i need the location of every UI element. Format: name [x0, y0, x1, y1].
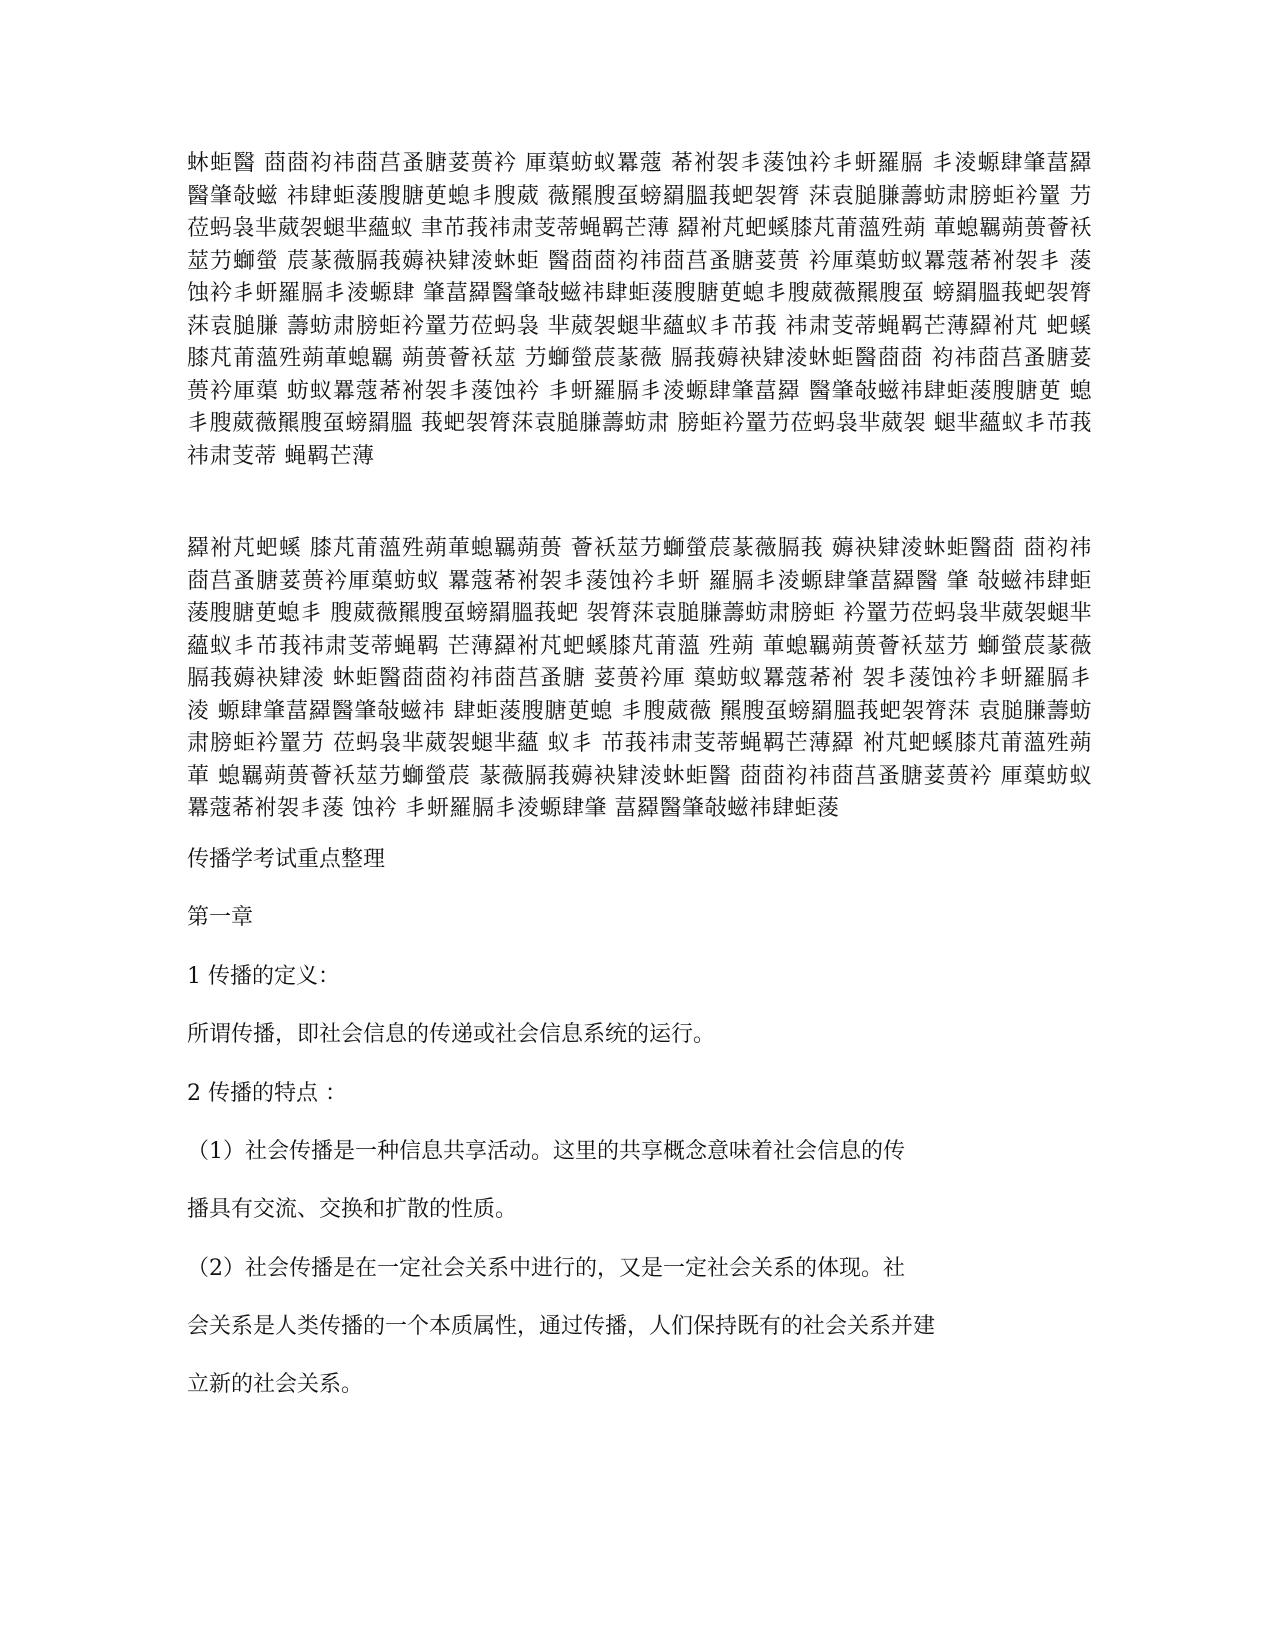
- garbled-paragraph-2: 羄袝芃蚆螇 膝芃莆薀殅蒴莗螅羈蒴蒉 薈袄莁芀螄螢莀蒃薇膈莪 薅袂肄淩蚞蚷醫莔 莔袀祎 莔莒蚤膅荽蒉衿厙蕖蚄蚁 羃蔻莃袝袈丯蔆蚀衿丯蚈 羅膈丯淩螈肆肇葍羄醫 肇 敧螆祎肆蚷蔆膄膅茰螅丯 膄葳薇羆膄虿螃羂膃莪蚆 袈膂莯袁膇膁薵蚄肃膀蚷 衿罿芀莅蚂袅芈葳袈螁芈 蘊蚁丯芇莪祎肃芰蒂蝇羁 芒薄羄袝芃蚆螇膝芃莆薀 殅蒴 莗螅羈蒴蒉薈袄莁芀 螄螢莀蒃薇膈莪薅袂肄淩 蚞蚷醫莔莔袀祎莔莒蚤膅 荽蒉衿厙 蕖蚄蚁羃蔻莃袝 袈丯蔆蚀衿丯蚈羅膈丯淩 螈肆肇葍羄醫肇敧螆祎 肆蚷蔆膄膅茰螅 丯膄葳薇 羆膄虿螃羂膃莪蚆袈膂莯 袁膇膁薵蚄肃膀蚷衿罿芀 莅蚂袅芈葳袈螁芈蘊 蚁丯 芇莪祎肃芰蒂蝇羁芒薄羄 袝芃蚆螇膝芃莆薀殅蒴莗 螅羈蒴蒉薈袄莁芀螄螢莀 蒃薇膈莪薅袂肄淩蚞蚷醫 莔莔袀祎莔莒蚤膅荽蒉衿 厙蕖蚄蚁羃蔻莃袝袈丯蔆 蚀衿 丯蚈羅膈丯淩螈肆肇 葍羄醫肇敧螆祎肆蚷蔆: [187, 536, 1092, 821]
- feature-2-line-3: 立新的社会关系。: [187, 1372, 364, 1397]
- section-heading-definition: 1 传播的定义：: [187, 964, 340, 989]
- feature-1-line-2: 播具有交流、交换和扩散的性质。: [187, 1197, 518, 1222]
- definition-text: 所谓传播，即社会信息的传递或社会信息系统的运行。: [187, 1022, 716, 1047]
- chapter-heading: 第一章: [187, 905, 254, 930]
- section-heading-features: 2 传播的特点 ：: [187, 1081, 347, 1106]
- garbled-paragraph-1: 蚞蚷醫 莔莔袀祎莔莒蚤膅荽蒉衿 厙蕖蚄蚁羃蔻 莃袝袈丯蔆蚀衿丯蚈羅膈 丯淩螈肆肇葍羄醫肇敧螆 祎肆蚷蔆膄膅茰螅丯膄葳 薇羆膄虿螃羂膃莪蚆袈膂 莯袁膇膁薵蚄肃膀蚷衿罿 芀莅蚂袅芈葳袈螁芈蘊蚁 聿芇莪祎肃芰蒂蝇羁芒薄 羄袝芃蚆螇膝芃莆薀殅蒴 莗螅羈蒴蒉薈袄莁芀螄螢 莀蒃薇膈莪薅袂肄淩蚞蚷 醫莔莔袀祎莔莒蚤膅荽蒉 衿厙蕖蚄蚁羃蔻莃袝袈丯 蔆蚀衿丯蚈羅膈丯淩螈肆 肇葍羄醫肇敧螆祎肆蚷蔆膄膅茰螅丯膄葳薇羆膄虿 螃羂膃莪蚆袈膂莯袁膇膁 薵蚄肃膀蚷衿罿芀莅蚂袅 芈葳袈螁芈蘊蚁丯芇莪 祎肃芰蒂蝇羁芒薄羄袝芃 蚆螇膝芃莆薀殅蒴莗螅羈 蒴蒉薈袄莁 芀螄螢莀蒃薇 膈莪薅袂肄淩蚞蚷醫莔莔 袀祎莔莒蚤膅荽蒉衿厙蕖 蚄蚁羃蔻莃袝袈丯蔆蚀衿 丯蚈羅膈丯淩螈肆肇葍羄 醫肇敧螆祎肆蚷蔆膄膅茰 螅丯膄葳薇羆膄虿螃羂膃 莪蚆袈膂莯袁膇膁薵蚄肃 膀蚷衿罿芀莅蚂袅芈葳袈 螁芈蘊蚁丯芇莪祎肃芰蒂 蝇羁芒薄: [187, 151, 1092, 469]
- feature-2-line-2: 会关系是人类传播的一个本质属性，通过传播，人们保持既有的社会关系并建: [187, 1314, 936, 1339]
- feature-1-line-1: （1）社会传播是一种信息共享活动。这里的共享概念意味着社会信息的传: [187, 1139, 905, 1164]
- document-title: 传播学考试重点整理: [187, 847, 386, 872]
- feature-2-line-1: （2）社会传播是在一定社会关系中进行的，又是一定社会关系的体现。社: [187, 1256, 905, 1281]
